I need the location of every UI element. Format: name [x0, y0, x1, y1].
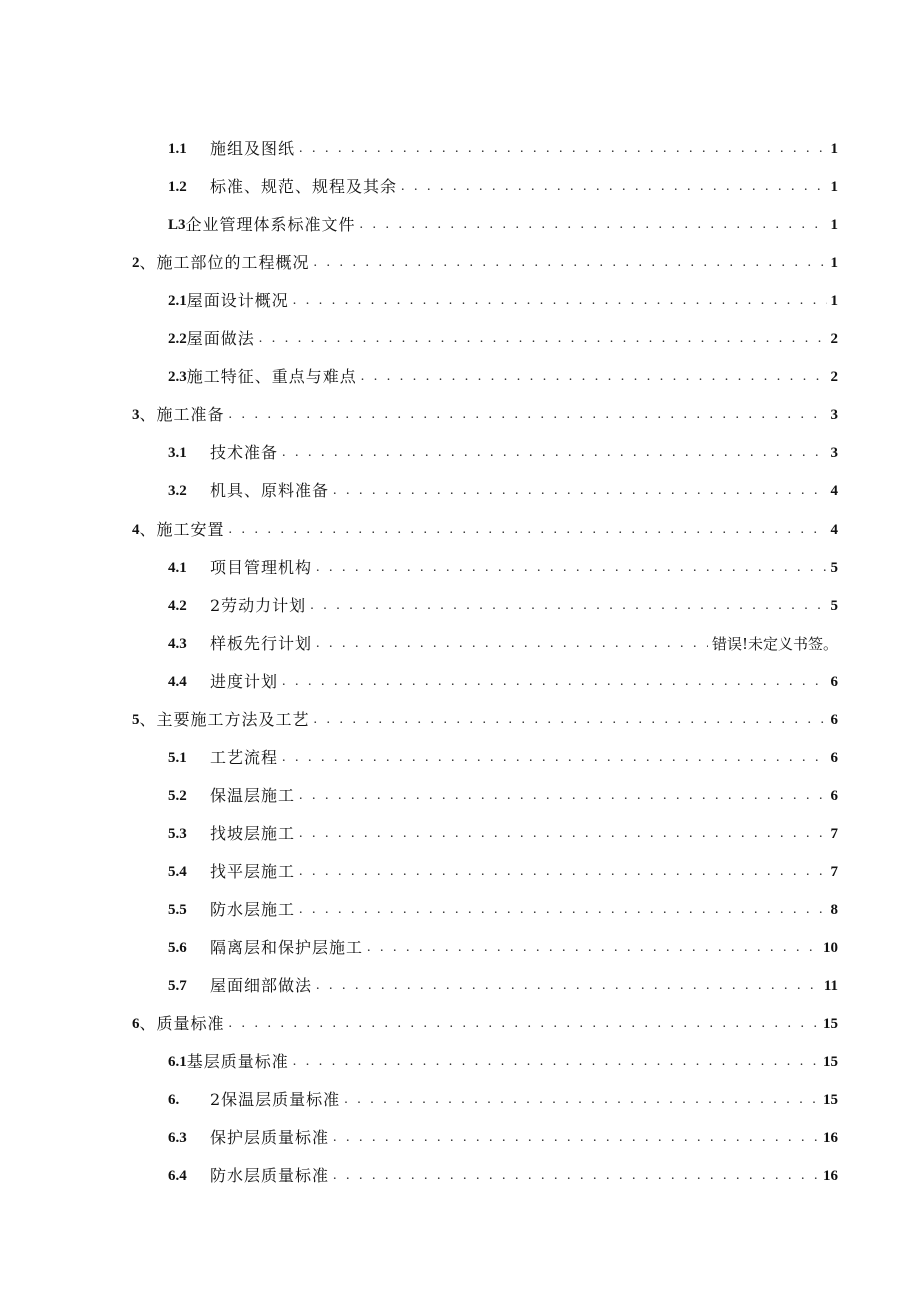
toc-entry-title: 机具、原料准备 [210, 481, 330, 501]
toc-entry[interactable] [168, 439, 838, 463]
toc-entry-number: 4 [132, 521, 140, 538]
toc-entry-number: 5.3 [168, 825, 187, 842]
toc-entry-number: 6 [132, 1016, 140, 1033]
toc-entry-page: 1 [830, 293, 838, 310]
toc-entry-number: 1.2 [168, 179, 187, 196]
toc-entry-number: 4.3 [168, 635, 187, 652]
toc-entry-page: 6 [830, 673, 838, 690]
toc-entry[interactable] [168, 744, 838, 768]
toc-entry-number: 3.1 [168, 445, 187, 462]
toc-entry[interactable] [168, 1048, 838, 1072]
toc-entry-page: 5 [830, 559, 838, 576]
toc-entry-page: 6 [830, 711, 838, 728]
toc-entry-title: 屋面做法 [186, 329, 255, 349]
toc-entry-title: 找坡层施工 [210, 823, 296, 843]
toc-dot-leader [282, 672, 826, 692]
toc-entry-title: 屋面细部做法 [210, 976, 313, 996]
toc-entry[interactable] [168, 135, 838, 159]
toc-entry-number: 1.1 [168, 141, 187, 157]
toc-entry-title: 隔离层和保护层施工 [210, 938, 364, 958]
toc-entry-number: 5.7 [168, 978, 187, 995]
toc-entry-number: 6. [168, 1092, 180, 1109]
toc-entry-title: 、质量标准 [139, 1014, 225, 1034]
toc-dot-leader [259, 329, 827, 349]
toc-entry-title: 、施工安置 [139, 519, 225, 539]
toc-entry-number: 4.4 [168, 673, 187, 690]
toc-entry-number: 5.6 [168, 940, 187, 957]
toc-dot-leader [316, 976, 820, 996]
toc-entry-page: 3 [830, 407, 838, 424]
toc-entry-page: 16 [823, 1130, 838, 1147]
toc-entry[interactable] [168, 554, 838, 578]
toc-dot-leader [299, 824, 826, 844]
toc-entry-page: 4 [830, 483, 838, 500]
toc-entry-number: 4.1 [168, 559, 187, 576]
toc-entry-number: L3 [168, 217, 186, 234]
toc-dot-leader [299, 786, 826, 806]
toc-dot-leader [314, 710, 827, 730]
toc-entry[interactable] [132, 706, 838, 730]
toc-entry-page: 5 [830, 597, 838, 614]
toc-entry-title: 保护层质量标准 [210, 1128, 330, 1148]
toc-entry[interactable] [168, 211, 838, 235]
toc-entry[interactable] [168, 325, 838, 349]
toc-entry-page: 2 [830, 369, 838, 386]
toc-entry-page: 10 [823, 940, 838, 957]
toc-entry[interactable] [168, 287, 838, 311]
toc-entry[interactable] [132, 516, 838, 540]
toc-entry-page: 15 [823, 1016, 838, 1033]
toc-entry-page: 16 [823, 1168, 838, 1185]
toc-entry-title: 2劳动力计划 [210, 595, 307, 615]
toc-entry[interactable] [132, 1010, 838, 1034]
toc-entry-title: 样板先行计划 [210, 633, 313, 653]
toc-entry-number: 2.2 [168, 331, 187, 348]
toc-entry-number: 2.3 [168, 369, 187, 386]
toc-entry-title: 、施工部位的工程概况 [139, 253, 310, 273]
toc-entry-number: 3.2 [168, 483, 187, 500]
toc-entry-title: 项目管理机构 [210, 557, 313, 577]
toc-entry-page: 2 [830, 331, 838, 348]
toc-entry-page: 15 [823, 1092, 838, 1109]
toc-dot-leader [282, 443, 826, 463]
toc-entry[interactable] [168, 1086, 838, 1110]
toc-entry[interactable] [168, 630, 838, 654]
toc-entry-title: 防水层施工 [210, 900, 296, 919]
toc-entry[interactable] [168, 1162, 838, 1186]
toc-entry[interactable] [168, 972, 838, 996]
toc-entry-number: 4.2 [168, 597, 187, 614]
toc-entry-number: 2.1 [168, 293, 187, 310]
toc-entry-page: 1 [830, 217, 838, 234]
toc-entry-number: 5.5 [168, 902, 187, 918]
toc-entry-page: 8 [830, 902, 838, 918]
toc-entry[interactable] [168, 858, 838, 882]
toc-entry-title: 屋面设计概况 [186, 291, 289, 311]
toc-entry-title: 工艺流程 [210, 747, 279, 767]
toc-dot-leader [361, 367, 827, 387]
toc-dot-leader [314, 253, 827, 273]
toc-dot-leader [344, 1090, 819, 1110]
toc-entry-page: 6 [830, 749, 838, 766]
toc-entry[interactable] [168, 934, 838, 958]
toc-dot-leader [333, 1128, 819, 1148]
toc-entry-title: 防水层质量标准 [210, 1166, 330, 1186]
toc-entry[interactable] [168, 363, 838, 387]
toc-entry[interactable] [168, 896, 838, 920]
toc-entry-title: 、施工准备 [139, 405, 225, 425]
toc-entry-title: 技术准备 [210, 443, 279, 463]
toc-entry-title: 、主要施工方法及工艺 [139, 709, 310, 729]
toc-dot-leader [293, 1052, 819, 1072]
toc-entry-title: 施组及图纸 [210, 139, 296, 158]
toc-dot-leader [282, 748, 826, 768]
toc-entry-page: 4 [830, 521, 838, 538]
toc-entry[interactable] [168, 173, 838, 197]
toc-entry-number: 5.4 [168, 863, 187, 880]
toc-entry-page: 错误!未定义书签。 [711, 634, 838, 653]
toc-entry-number: 5.2 [168, 787, 187, 804]
toc-entry-number: 5.1 [168, 749, 187, 766]
toc-entry-page: 6 [830, 787, 838, 804]
toc-entry-page: 15 [823, 1054, 838, 1071]
toc-entry-number: 5 [132, 711, 140, 728]
toc-entry-title: 施工特征、重点与难点 [186, 367, 357, 387]
toc-entry[interactable] [168, 592, 838, 616]
toc-entry-title: 进度计划 [210, 671, 279, 691]
toc-entry-number: 6.3 [168, 1130, 187, 1147]
toc-dot-leader [316, 634, 708, 654]
toc-entry-title: 标准、规范、规程及其余 [210, 177, 398, 197]
toc-entry[interactable] [168, 1124, 838, 1148]
toc-entry-number: 3 [132, 407, 140, 424]
toc-entry-title: 企业管理体系标准文件 [185, 215, 356, 235]
toc-dot-leader [333, 481, 826, 501]
toc-entry-title: 保温层施工 [210, 785, 296, 805]
toc-entry-number: 6.1 [168, 1054, 187, 1071]
toc-entry[interactable] [168, 477, 838, 501]
toc-entry-number: 2 [132, 255, 140, 272]
toc-entry[interactable] [168, 668, 838, 692]
toc-entry-page: 7 [830, 863, 838, 880]
toc-entry-page: 1 [830, 255, 838, 272]
toc-entry-title: 基层质量标准 [186, 1052, 289, 1072]
toc-dot-leader [229, 405, 827, 425]
toc-entry-page: 1 [830, 179, 838, 196]
toc-dot-leader [229, 520, 827, 540]
toc-entry-page: 1 [830, 141, 838, 157]
toc-entry-title: 找平层施工 [210, 861, 296, 881]
toc-dot-leader [316, 558, 826, 578]
toc-entry[interactable] [132, 401, 838, 425]
toc-dot-leader [299, 139, 826, 159]
toc-dot-leader [299, 900, 826, 920]
toc-entry-title: 2保温层质量标准 [210, 1090, 341, 1110]
toc-dot-leader [229, 1014, 819, 1034]
toc-entry[interactable] [168, 782, 838, 806]
toc-dot-leader [401, 177, 826, 197]
toc-dot-leader [293, 291, 827, 311]
toc-entry-page: 7 [830, 825, 838, 842]
toc-dot-leader [367, 938, 819, 958]
toc-entry-page: 11 [823, 978, 838, 995]
toc-entry[interactable] [168, 820, 838, 844]
toc-entry-number: 6.4 [168, 1168, 187, 1185]
toc-dot-leader [360, 215, 827, 235]
toc-dot-leader [299, 862, 826, 882]
toc-dot-leader [310, 596, 826, 616]
toc-dot-leader [333, 1166, 819, 1186]
toc-entry-page: 3 [830, 445, 838, 462]
toc-entry[interactable] [132, 249, 838, 273]
